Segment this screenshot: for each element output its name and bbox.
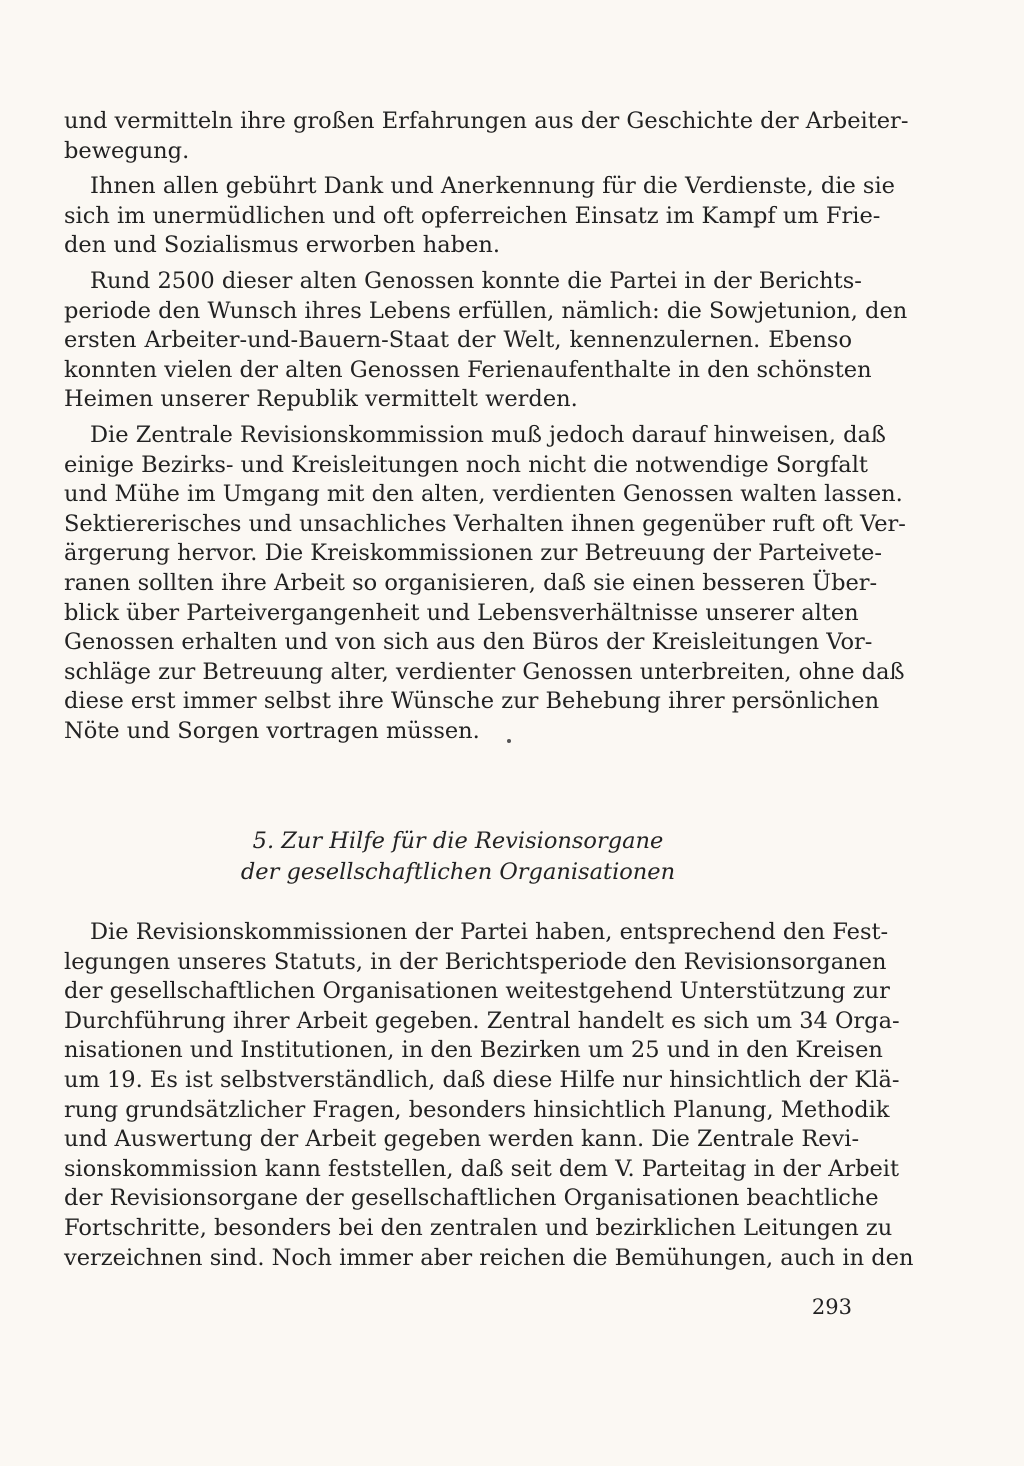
text-line: Heimen unserer Republik vermittelt werden. [64,386,578,413]
text-line: ärgerung hervor. Die Kreiskommissionen zur Betreuung der Parteivete- [64,540,882,567]
text-line: Ihnen allen gebührt Dank und Anerkennung für die Verdienste, die sie [90,173,895,200]
text-line: sich im unermüdlichen und oft opferreichen Einsatz im Kampf um Frie- [64,202,881,229]
section-heading-line-2: der gesellschaftlichen Organisationen [240,859,676,885]
text-line: blick über Parteivergangenheit und Lebensverhältnisse unserer alten [64,599,859,626]
section-heading [64,826,852,888]
text-line: verzeichnen sind. Noch immer aber reichen die Bemühungen, auch in den [64,1244,914,1271]
text-line: Durchführung ihrer Arbeit gegeben. Zentral handelt es sich um 34 Orga- [64,1007,900,1034]
text-line: schläge zur Betreuung alter, verdienter Genossen unterbreiten, ohne daß [64,658,905,685]
body-text-upper [64,107,909,746]
text-line: den und Sozialismus erworben haben. [64,232,501,259]
text-line: diese erst immer selbst ihre Wünsche zur Behebung ihrer persönlichen [64,688,880,715]
text-line: sionskommission kann feststellen, daß seit dem V. Parteitag in der Arbeit [64,1155,900,1182]
text-line: einige Bezirks- und Kreisleitungen noch nicht die notwendige Sorgfalt [64,451,868,478]
section-heading-line-1: 5. Zur Hilfe für die Revisionsorgane [252,828,664,854]
text-line: Die Zentrale Revisionskommission muß jedoch darauf hinweisen, daß [90,421,886,448]
text-line: legungen unseres Statuts, in der Berichtsperiode den Revisionsorganen [64,948,887,975]
text-line: Rund 2500 dieser alten Genossen konnte die Partei in der Berichts- [90,267,862,294]
text-line: und vermitteln ihre großen Erfahrungen aus der Geschichte der Arbeiter- [64,108,909,134]
text-line: und Mühe im Umgang mit den alten, verdienten Genossen walten lassen. [64,481,903,508]
text-line: Genossen erhalten und von sich aus den Büros der Kreisleitungen Vor- [64,629,873,656]
text-line: bewegung. [64,137,190,164]
text-line: nisationen und Institutionen, in den Bezirken um 25 und in den Kreisen [64,1037,883,1064]
text-line: periode den Wunsch ihres Lebens erfüllen, nämlich: die Sowjetunion, den [64,297,908,324]
page-number: 293 [811,1295,852,1319]
text-line: rung grundsätzlicher Fragen, besonders hinsichtlich Planung, Methodik [64,1096,890,1123]
body-text-lower [64,918,914,1273]
text-line: um 19. Es ist selbstverständlich, daß diese Hilfe nur hinsichtlich der Klä- [64,1066,900,1093]
text-line: Fortschritte, besonders bei den zentralen und bezirklichen Leitungen zu [64,1214,893,1241]
text-line: Sektiererisches und unsachliches Verhalten ihnen gegenüber ruft oft Ver- [64,510,906,537]
print-speck [507,739,511,743]
text-line: der gesellschaftlichen Organisationen weitestgehend Unterstützung zur [64,978,890,1005]
text-line: und Auswertung der Arbeit gegeben werden kann. Die Zentrale Revi- [64,1126,860,1153]
text-line: ranen sollten ihre Arbeit so organisieren, daß sie einen besseren Über- [64,569,878,596]
text-line: ersten Arbeiter-und-Bauern-Staat der Welt, kennenzulernen. Ebenso [64,327,852,354]
text-line: Die Revisionskommissionen der Partei haben, entsprechend den Fest- [90,919,889,945]
text-line: konnten vielen der alten Genossen Ferienaufenthalte in den schönsten [64,356,872,383]
text-line: Nöte und Sorgen vortragen müssen. [64,717,480,744]
text-line: der Revisionsorgane der gesellschaftlichen Organisationen beachtliche [64,1185,879,1212]
